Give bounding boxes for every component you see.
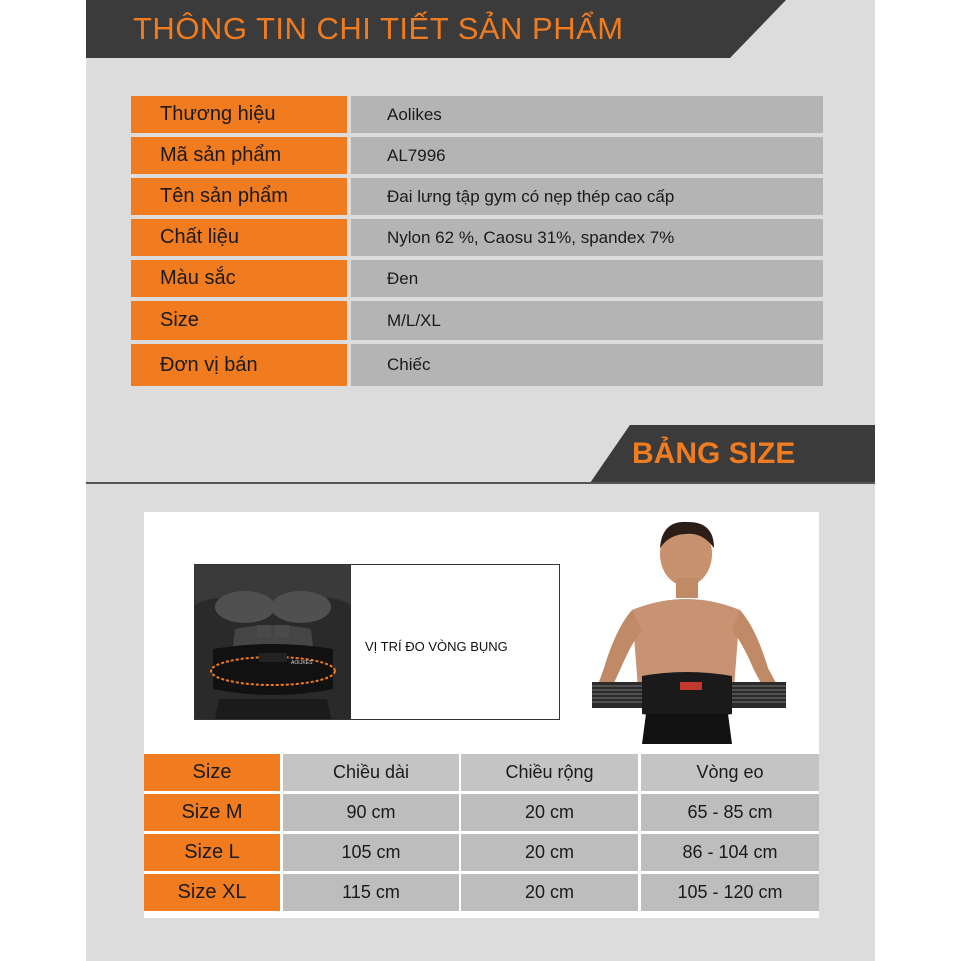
spec-label: Mã sản phẩm — [131, 137, 347, 174]
size-table — [144, 754, 819, 914]
measurement-diagram — [194, 564, 560, 720]
spec-label: Tên sản phẩm — [131, 178, 347, 215]
belt-logo — [290, 658, 318, 666]
spec-label: Chất liệu — [131, 219, 347, 256]
spec-value: Đen — [351, 260, 823, 297]
spec-row-unit — [131, 344, 823, 386]
spec-value: Chiếc — [351, 344, 823, 386]
table-row — [144, 874, 819, 911]
table-row — [144, 794, 819, 831]
spec-label: Size — [131, 301, 347, 340]
size-cell: Size M — [144, 794, 280, 831]
spec-value: Aolikes — [351, 96, 823, 133]
header-cell-size: Size — [144, 754, 280, 791]
length-cell: 115 cm — [283, 874, 459, 911]
waist-cell: 86 - 104 cm — [641, 834, 819, 871]
spec-row-sku — [131, 137, 823, 174]
spec-label: Thương hiệu — [131, 96, 347, 133]
width-cell: 20 cm — [461, 874, 638, 911]
spec-row-material — [131, 219, 823, 256]
spec-row-size — [131, 301, 823, 340]
length-cell: 105 cm — [283, 834, 459, 871]
belt-logo-text: AOLIKES — [291, 660, 313, 666]
spec-label: Đơn vị bán — [131, 344, 347, 386]
spec-value: M/L/XL — [351, 301, 823, 340]
page-title: THÔNG TIN CHI TIẾT SẢN PHẨM — [133, 11, 624, 46]
spec-label: Màu sắc — [131, 260, 347, 297]
length-cell: 90 cm — [283, 794, 459, 831]
spec-value: AL7996 — [351, 137, 823, 174]
size-section-title: BẢNG SIZE — [632, 437, 796, 470]
size-cell: Size L — [144, 834, 280, 871]
width-cell: 20 cm — [461, 834, 638, 871]
width-cell: 20 cm — [461, 794, 638, 831]
product-specs-table — [131, 96, 823, 386]
spec-value: Nylon 62 %, Caosu 31%, spandex 7% — [351, 219, 823, 256]
header-cell-waist: Vòng eo — [641, 754, 819, 791]
section-divider — [86, 482, 875, 484]
size-table-header — [144, 754, 819, 791]
size-cell: Size XL — [144, 874, 280, 911]
size-chart — [144, 512, 819, 918]
torso-belt-photo — [195, 565, 351, 719]
spec-row-brand — [131, 96, 823, 133]
header-cell-width: Chiều rộng — [461, 754, 638, 791]
header-cell-length: Chiều dài — [283, 754, 459, 791]
spec-row-color — [131, 260, 823, 297]
model-with-belt-photo — [582, 518, 796, 744]
table-row — [144, 834, 819, 871]
measurement-caption: VỊ TRÍ ĐO VÒNG BỤNG — [365, 639, 508, 654]
waist-cell: 105 - 120 cm — [641, 874, 819, 911]
spec-row-name — [131, 178, 823, 215]
spec-value: Đai lưng tập gym có nẹp thép cao cấp — [351, 178, 823, 215]
waist-cell: 65 - 85 cm — [641, 794, 819, 831]
